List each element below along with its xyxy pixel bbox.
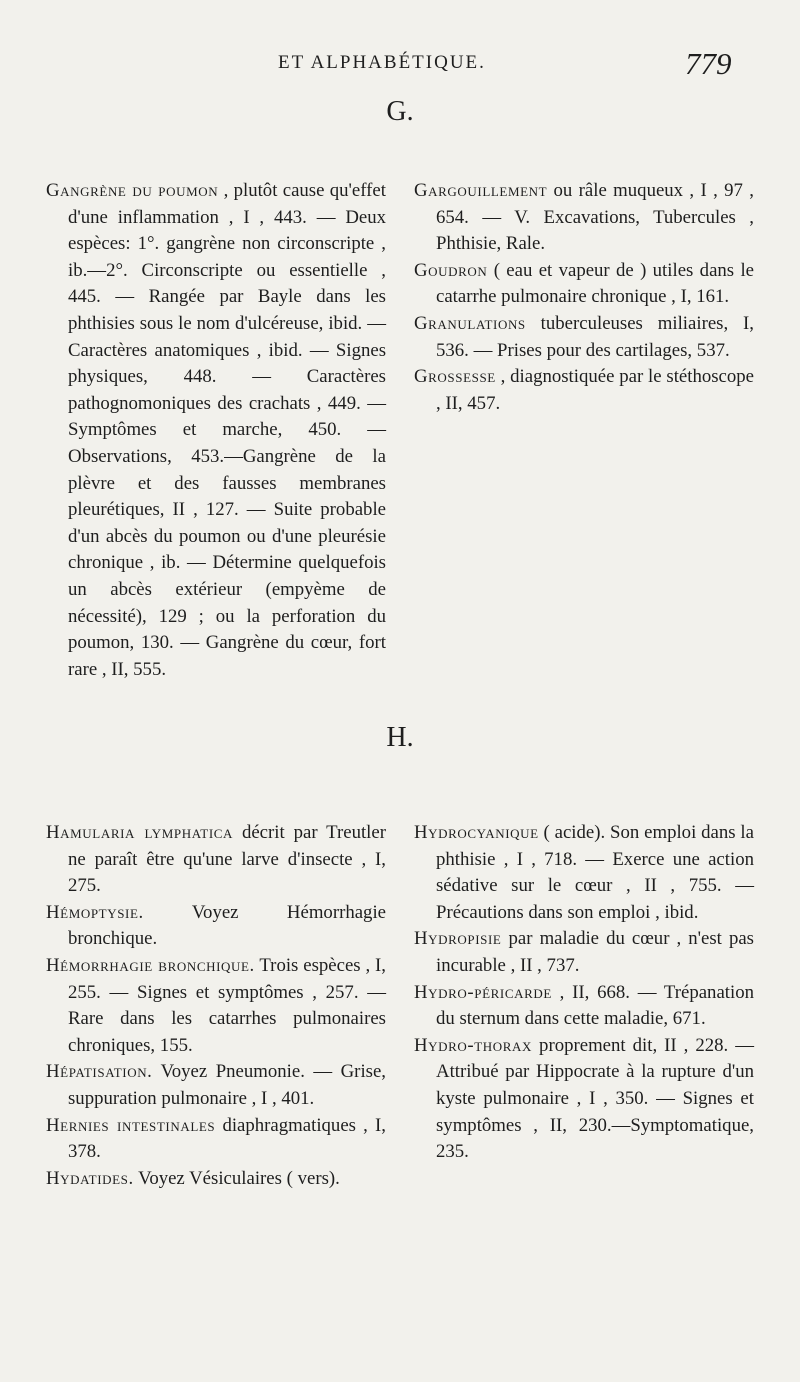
index-entry [414,1033,754,1166]
entry-text: Voyez Hémorrhagie bronchique. [68,901,387,950]
entry-text: Trois espèces , I, 255. — Signes et symptômes , 257. — Rare dans les catarrhes pulmonaires chroniques, 155. [68,954,386,1056]
entry-text: , plutôt cause qu'effet d'une inflammation , I , 443. — Deux espèces: 1°. gangrène non circonscripte , ib.—2°. Circonscripte ou essentielle , 445. — Rangée par Bayle dans les phthisies sous le nom d'ulcéreuse, ibid. — Caractères anatomiques , ibid. — Signes physiques, 448. — Caractères pathognomoniques des crachats , 449. — Symptômes et marche, 450. —Observations, 453.—Gangrène de la plèvre et des fausses membranes pleurétiques, II , 127. — Suite probable d'un abcès du poumon ou d'une pleurésie chronique , ib. — Détermine quelquefois un abcès extérieur (empyème de nécessité), 129 ; ou la perforation du poumon, 130. — Gangrène du cœur, fort rare , II, 555. [68,180,386,680]
entry-heading: Hydrocyanique [414,822,539,843]
running-title: ET ALPHABÉTIQUE. [278,52,486,73]
column-g-left [46,178,386,683]
entry-text: , diagnostiquée par le stéthoscope , II, 457. [436,366,755,414]
section-letter-g: G. [386,96,414,127]
index-entry [414,980,754,1033]
index-entry [414,311,754,364]
index-entry [46,1059,386,1112]
entry-heading: Granulations [414,312,526,334]
page-number: 779 [685,46,732,81]
index-entry [414,926,754,979]
entry-heading: Goudron [414,259,488,281]
entry-text: ( eau et vapeur de ) utiles dans le catarrhe pulmonaire chronique , I, 161. [436,259,754,308]
index-entry [46,1113,386,1166]
index-entry [414,820,754,926]
section-letter-h: H. [386,722,414,753]
entry-text: ou râle muqueux , I , 97 , 654. — V. Excavations, Tubercules , Phthisie, Rale. [436,180,754,255]
entry-heading: Hydro-péricarde [414,981,552,1003]
entry-heading: Hydatides. [46,1167,134,1189]
entry-text: Voyez Pneumonie. — Grise, suppuration pulmonaire , I , 401. [68,1061,386,1109]
entry-text: diaphragmatiques , I, 378. [68,1114,386,1163]
running-header [0,46,800,92]
index-entry [46,953,386,1059]
index-entry [414,258,754,311]
entry-text: , II, 668. — Trépanation du sternum dans cette maladie, 671. [436,981,754,1030]
entry-heading: Hémorrhagie bronchique. [46,954,255,976]
index-entry [46,820,386,900]
index-entry [46,1166,386,1193]
index-entry [414,178,754,258]
entry-text: par maladie du cœur , n'est pas incurable , II , 737. [436,928,754,976]
index-entry [46,900,386,953]
entry-heading: Hémoptysie. [46,901,144,923]
index-entry [46,178,386,683]
entry-text: tuberculeuses miliaires, I, 536. — Prises pour des cartilages, 537. [436,312,754,361]
entry-heading: Hernies intestinales [46,1114,216,1136]
entry-heading: Hamularia lymphatica [46,822,234,843]
entry-heading: Gangrène du poumon [46,180,219,201]
column-h-left [46,820,386,1192]
column-g-right [414,178,754,417]
entry-heading: Hydropisie [414,928,502,950]
entry-text: ( acide). Son emploi dans la phthisie , I , 718. — Exerce une action sédative sur le cœur , II , 755. — Précautions dans son emploi , ibid. [436,822,754,923]
entry-text: décrit par Treutler ne paraît être qu'une larve d'insecte , I, 275. [68,822,386,897]
entry-text: Voyez Vésiculaires ( vers). [138,1167,340,1189]
entry-heading: Grossesse [414,366,496,388]
column-h-right [414,820,754,1166]
index-entry [414,364,754,417]
entry-text: proprement dit, II , 228. — Attribué par Hippocrate à la rupture d'un kyste pulmonaire , I , 350. — Signes et symptômes , II, 230.—Symptomatique, 235. [436,1034,755,1163]
entry-heading: Hépatisation. [46,1061,153,1083]
entry-heading: Hydro-thorax [414,1034,533,1056]
entry-heading: Gargouillement [414,180,548,201]
